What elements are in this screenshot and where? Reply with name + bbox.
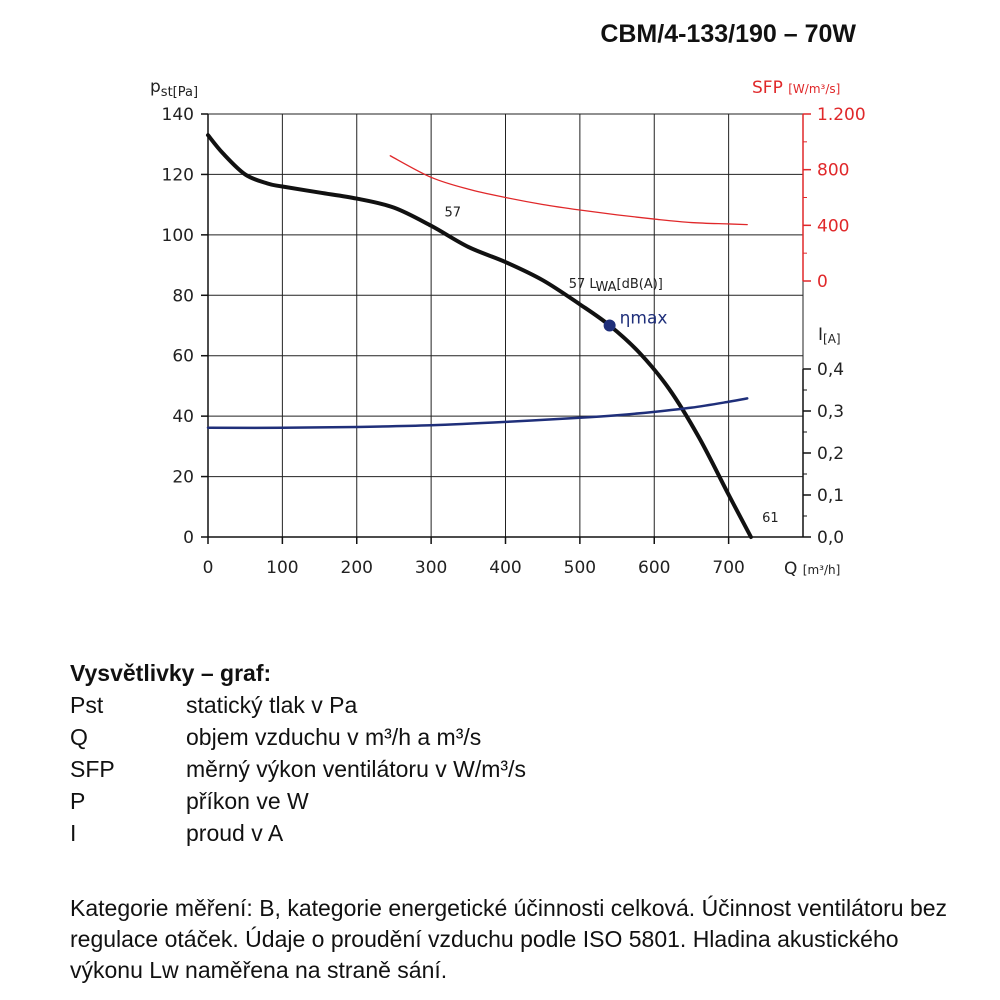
x-tick-label: 700 — [712, 558, 745, 578]
y-tick-label: 40 — [172, 407, 194, 428]
current-tick-label: 0,4 — [817, 360, 845, 380]
sfp-tick-label: 0 — [817, 272, 828, 292]
x-tick-label: 200 — [340, 558, 373, 578]
y-tick-label: 140 — [161, 105, 194, 125]
eta-max-label: ηmax — [619, 308, 668, 329]
x-tick-label: 300 — [414, 558, 448, 578]
noise-value-label: 61 — [762, 510, 779, 526]
legend-title: Vysvětlivky – graf: — [70, 660, 272, 686]
noise-label: 57 LWA[dB(A)] — [568, 277, 663, 296]
sfp-tick-label: 400 — [817, 216, 850, 237]
x-tick-label: 100 — [266, 558, 299, 578]
current-tick-label: 0,1 — [817, 486, 845, 506]
legend-key: P — [70, 788, 86, 814]
y-tick-label: 0 — [183, 528, 194, 548]
eta-max-marker — [604, 320, 616, 332]
x-tick-label: 400 — [489, 558, 522, 578]
legend-key: SFP — [70, 756, 115, 782]
legend-row — [70, 721, 950, 753]
x-tick-label: 0 — [202, 558, 214, 578]
series-current — [208, 398, 747, 427]
x-tick-label: 600 — [638, 558, 671, 578]
legend-description: měrný výkon ventilátoru v W/m³/s — [186, 756, 526, 782]
legend-key: Q — [70, 724, 88, 750]
sfp-tick-label: 1.200 — [817, 105, 866, 125]
legend-row — [70, 785, 950, 817]
axis-labels — [150, 77, 866, 579]
grid — [208, 114, 803, 537]
sfp-axis-label: SFP [W/m³/s] — [752, 78, 841, 98]
y-tick-label: 20 — [172, 467, 194, 488]
current-tick-label: 0,0 — [817, 528, 845, 548]
current-axis-label: I[A] — [818, 325, 841, 346]
legend-key: I — [70, 820, 77, 846]
chart-title: CBM/4-133/190 – 70W — [600, 20, 856, 48]
y-tick-label: 80 — [172, 286, 194, 307]
legend-row — [70, 753, 950, 785]
sfp-tick-label: 800 — [817, 160, 850, 181]
y-left-label: $p_{st[Pa]}$ — [150, 77, 199, 100]
legend-row — [70, 689, 950, 721]
legend-description: statický tlak v Pa — [186, 692, 358, 718]
noise-value-label: 57 — [444, 205, 462, 221]
x-axis-label: Q [m³/h] — [784, 559, 841, 579]
current-tick-label: 0,3 — [817, 402, 845, 422]
measurement-note: Kategorie měření: B, kategorie energetické účinnosti celková. Účinnost ventilátoru bez regulace otáček. Údaje o proudění vzduchu podle ISO 5801. Hladina akustického výkonu Lw naměřena na straně sání. — [70, 895, 948, 983]
y-tick-label: 100 — [161, 225, 194, 246]
legend — [70, 660, 950, 849]
legend-description: příkon ve W — [186, 788, 309, 814]
legend-row — [70, 817, 950, 849]
y-tick-label: 120 — [161, 165, 194, 186]
current-tick-label: 0,2 — [817, 444, 845, 464]
legend-description: objem vzduchu v m³/h a m³/s — [186, 724, 482, 750]
legend-key: Pst — [70, 692, 104, 718]
y-tick-label: 60 — [172, 346, 194, 367]
x-tick-label: 500 — [563, 558, 597, 578]
legend-description: proud v A — [186, 820, 284, 846]
